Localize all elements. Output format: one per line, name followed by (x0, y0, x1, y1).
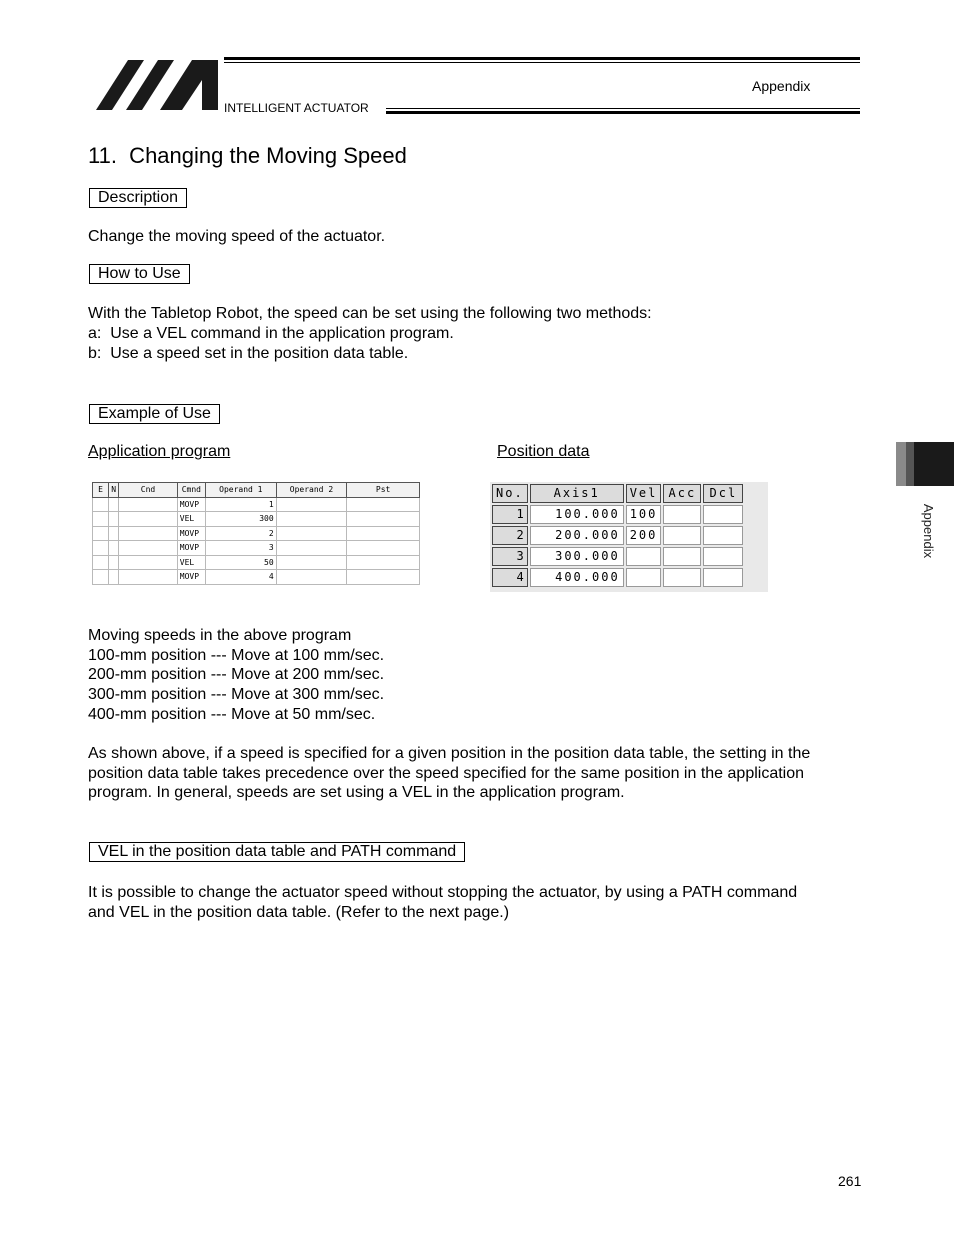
program-operand1-cell: 2 (206, 526, 277, 541)
position-header-cell: Acc (663, 484, 701, 503)
position-axis-cell: 100.000 (530, 505, 624, 524)
position-vel-cell: 100 (626, 505, 662, 524)
program-operand1-cell: 50 (206, 555, 277, 570)
how-to-use-label: How to Use (89, 264, 190, 284)
position-table-header (492, 484, 743, 503)
program-cmnd-cell: MOVP (177, 497, 205, 512)
header-top-rule (224, 57, 860, 60)
position-header-cell: Axis1 (530, 484, 624, 503)
brand-name: INTELLIGENT ACTUATOR (224, 101, 369, 115)
side-tab-label: Appendix (921, 503, 936, 559)
program-cmnd-cell: MOVP (177, 526, 205, 541)
description-text: Change the moving speed of the actuator. (88, 228, 386, 245)
how-to-use-intro: With the Tabletop Robot, the speed can be set using the following two methods: (88, 305, 652, 322)
app-program-label: Application program (88, 443, 231, 460)
position-header-cell: Dcl (703, 484, 743, 503)
position-no-cell: 2 (492, 526, 528, 545)
table-row (492, 526, 743, 545)
header-section: Appendix (752, 78, 811, 94)
position-axis-cell: 200.000 (530, 526, 624, 545)
program-cmnd-cell: VEL (177, 555, 205, 570)
vel-path-line: and VEL in the position data table. (Refer to the next page.) (88, 904, 510, 921)
program-operand1-cell: 1 (206, 497, 277, 512)
program-operand1-cell: 4 (206, 570, 277, 585)
speed-line: 400-mm position --- Move at 50 mm/sec. (88, 706, 376, 723)
method-a: a: Use a VEL command in the application program. (88, 325, 454, 342)
iai-logo-icon (96, 58, 220, 112)
speeds-heading: Moving speeds in the above program (88, 627, 352, 644)
position-header-cell: No. (492, 484, 528, 503)
program-header-cell: Cnd (119, 483, 178, 498)
page-title: 11. Changing the Moving Speed (88, 143, 407, 168)
side-tab (896, 442, 954, 486)
note-line: As shown above, if a speed is specified for a given position in the position data table, the setting in the (88, 745, 811, 762)
table-row (492, 568, 743, 587)
header-bottom-rule-thick (386, 111, 860, 114)
position-no-cell: 3 (492, 547, 528, 566)
table-row (492, 547, 743, 566)
table-row (93, 497, 420, 512)
program-header-cell: N (109, 483, 119, 498)
example-label: Example of Use (89, 404, 220, 424)
header-top-rule-thin (224, 62, 860, 63)
table-row (93, 512, 420, 527)
side-tab-label-wrap (918, 498, 938, 568)
program-cmnd-cell: MOVP (177, 541, 205, 556)
program-table (92, 482, 420, 594)
program-cmnd-cell: VEL (177, 512, 205, 527)
speed-line: 300-mm position --- Move at 300 mm/sec. (88, 686, 385, 703)
program-header-cell: E (93, 483, 109, 498)
header-bottom-rule (386, 108, 860, 109)
page-number: 261 (838, 1173, 862, 1189)
program-header-cell: Cmnd (177, 483, 205, 498)
speed-line: 100-mm position --- Move at 100 mm/sec. (88, 647, 385, 664)
program-operand1-cell: 3 (206, 541, 277, 556)
position-header-cell: Vel (626, 484, 662, 503)
method-b: b: Use a speed set in the position data table. (88, 345, 409, 362)
note-line: position data table takes precedence over the speed specified for the same position in the application (88, 765, 805, 782)
table-row (93, 541, 420, 556)
program-header-cell: Operand 2 (276, 483, 347, 498)
position-no-cell: 1 (492, 505, 528, 524)
program-header-cell: Operand 1 (206, 483, 277, 498)
program-operand1-cell: 300 (206, 512, 277, 527)
position-data-label: Position data (497, 443, 590, 460)
table-row (93, 570, 420, 585)
description-label: Description (89, 188, 187, 208)
program-header-cell: Pst (347, 483, 420, 498)
position-table (490, 482, 768, 592)
position-axis-cell: 400.000 (530, 568, 624, 587)
position-no-cell: 4 (492, 568, 528, 587)
position-axis-cell: 300.000 (530, 547, 624, 566)
note-line: program. In general, speeds are set using a VEL in the application program. (88, 784, 625, 801)
vel-path-line: It is possible to change the actuator speed without stopping the actuator, by using a PATH command (88, 884, 798, 901)
program-table-header (93, 483, 420, 498)
position-vel-cell: 200 (626, 526, 662, 545)
table-row (93, 526, 420, 541)
vel-path-label: VEL in the position data table and PATH command (89, 842, 465, 862)
program-cmnd-cell: MOVP (177, 570, 205, 585)
table-row (492, 505, 743, 524)
speed-line: 200-mm position --- Move at 200 mm/sec. (88, 666, 385, 683)
table-row (93, 555, 420, 570)
